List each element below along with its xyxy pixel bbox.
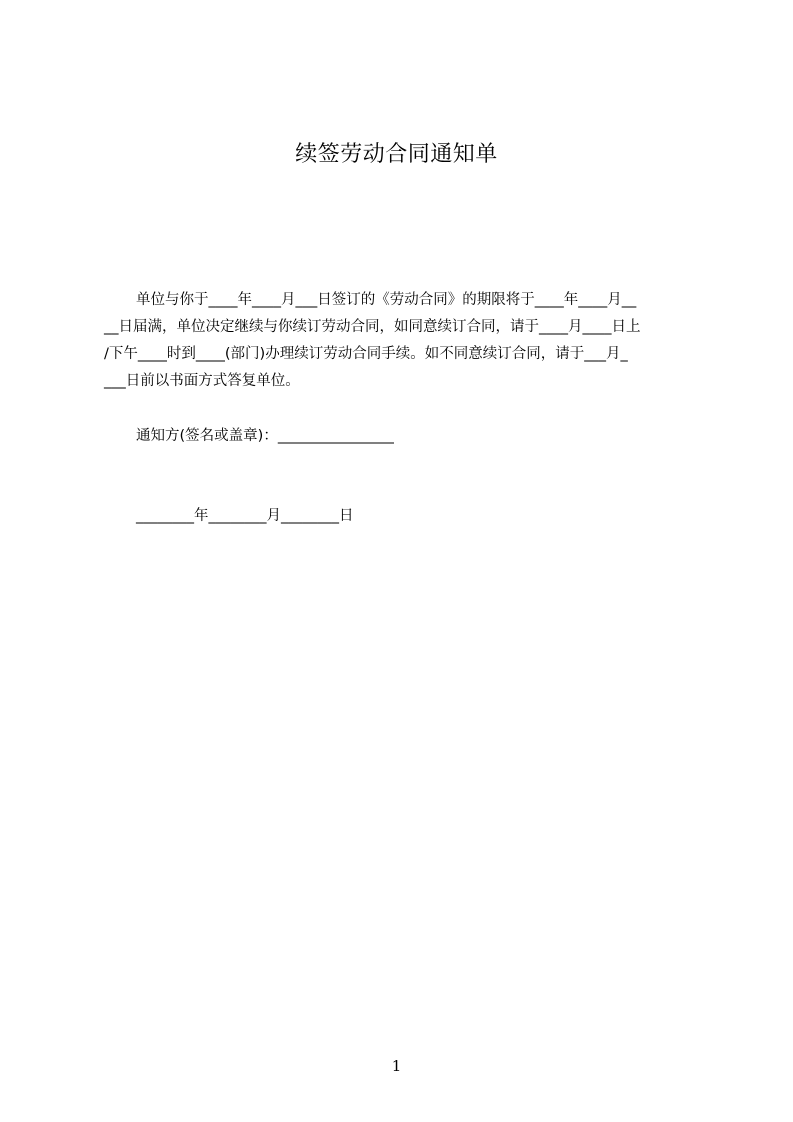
date-line: ________年________月________日 — [136, 508, 354, 524]
page-number: 1 — [391, 1057, 402, 1075]
signature-line: 通知方(签名或盖章)：________________ — [136, 428, 394, 444]
body-paragraph-line-2: __日届满，单位决定继续与你续订劳动合同，如同意续订合同，请于____月____日上 — [104, 319, 641, 335]
body-paragraph-line-1: 单位与你于____年____月___日签订的《劳动合同》的期限将于____年____月__ — [136, 292, 637, 308]
document-title: 续签劳动合同通知单 — [295, 142, 498, 167]
body-paragraph-line-3: /下午____时到____(部门)办理续订劳动合同手续。如不同意续订合同，请于___月_ — [104, 346, 628, 362]
body-paragraph-line-4: ___日前以书面方式答复单位。 — [104, 373, 300, 389]
